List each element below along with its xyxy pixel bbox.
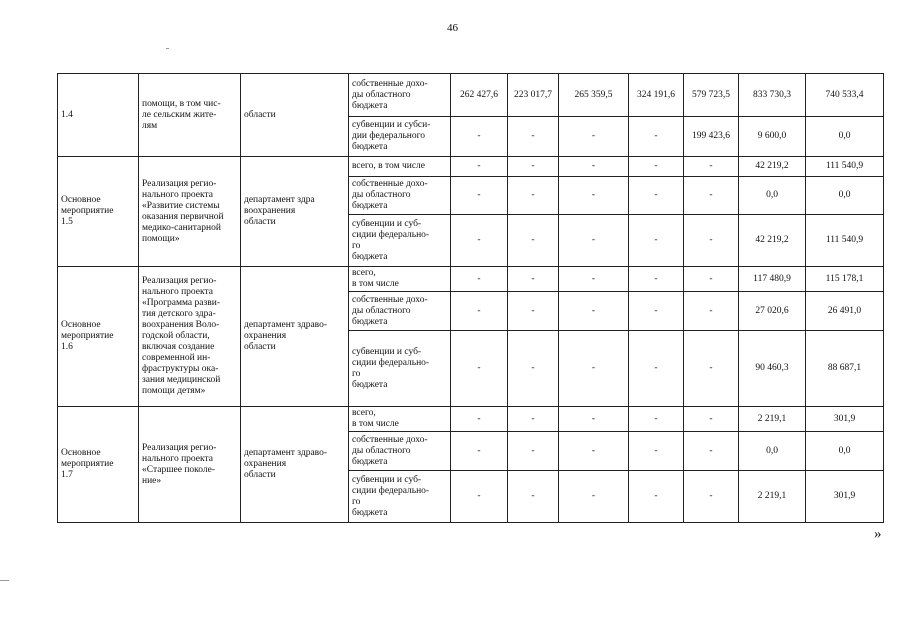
section-label: Основное мероприятие 1.7 (61, 448, 114, 480)
value-cell: - (684, 471, 739, 523)
margin-tick-mark (0, 580, 9, 581)
project-name-cell (139, 267, 241, 407)
value-cell: - (559, 267, 629, 292)
value-cell: 223 017,7 (508, 74, 559, 117)
executor-cell (241, 267, 349, 407)
value-cell: - (559, 157, 629, 177)
value-cell: 2 219,1 (739, 471, 806, 523)
value-cell: - (508, 471, 559, 523)
table-row (58, 157, 884, 177)
funding-source-cell (349, 432, 451, 471)
project-name: Реализация регио- нального проекта «Развитие системы оказания первичной медико-санитарной помощи» (142, 178, 224, 244)
value-cell: - (559, 117, 629, 157)
value-cell: 111 540,9 (806, 215, 884, 267)
value-cell: 324 191,6 (629, 74, 684, 117)
funding-source: собственные дохо- ды областного бюджета (352, 294, 428, 327)
funding-source-cell (349, 117, 451, 157)
project-name-cell (139, 407, 241, 523)
value-cell: - (559, 471, 629, 523)
value-cell: 301,9 (806, 407, 884, 432)
value-cell: - (629, 432, 684, 471)
funding-source-cell (349, 407, 451, 432)
funding-source: субвенции и суб- сидии федерально- го бюджета (352, 474, 430, 518)
value-cell: - (508, 157, 559, 177)
value-cell: - (559, 292, 629, 331)
value-cell: - (451, 117, 508, 157)
value-cell: - (508, 177, 559, 215)
value-cell: - (451, 407, 508, 432)
value-cell: 117 480,9 (739, 267, 806, 292)
value-cell: - (629, 471, 684, 523)
value-cell: - (629, 157, 684, 177)
value-cell: 265 359,5 (559, 74, 629, 117)
section-cell (58, 267, 139, 407)
value-cell: - (508, 331, 559, 407)
project-name-cell (139, 74, 241, 157)
funding-source: субвенции и субси- дии федерального бюджета (352, 120, 431, 152)
value-cell: 262 427,6 (451, 74, 508, 117)
value-cell: 833 730,3 (739, 74, 806, 117)
value-cell: - (629, 215, 684, 267)
funding-source: всего, в том числе (352, 161, 426, 171)
value-cell: - (629, 177, 684, 215)
value-cell: 90 460,3 (739, 331, 806, 407)
funding-source-cell (349, 215, 451, 267)
value-cell: - (508, 432, 559, 471)
value-cell: - (684, 407, 739, 432)
value-cell: - (629, 331, 684, 407)
executor-name: области (244, 109, 276, 120)
value-cell: - (684, 331, 739, 407)
project-name: Реализация регио- нального проекта «Старшее поколе- ние» (142, 442, 217, 486)
funding-source: всего, в том числе (352, 408, 399, 429)
funding-source: субвенции и суб- сидии федерально- го бюджета (352, 218, 430, 262)
value-cell: - (451, 432, 508, 471)
value-cell: - (684, 432, 739, 471)
section-cell (58, 407, 139, 523)
value-cell: - (559, 177, 629, 215)
value-cell: - (629, 292, 684, 331)
funding-source-cell (349, 177, 451, 215)
value-cell: - (508, 117, 559, 157)
value-cell: 88 687,1 (806, 331, 884, 407)
page-number: 46 (447, 22, 458, 34)
value-cell: 0,0 (806, 177, 884, 215)
value-cell: 0,0 (806, 117, 884, 157)
project-name: Реализация регио- нального проекта «Программа разви- тия детского здра- воохранения Воло- годской области, включая создание современной ин- фраструктуры ока- зания медицинской помощи детям» (142, 276, 221, 396)
section-label: 1.4 (61, 109, 73, 120)
value-cell: 42 219,2 (739, 157, 806, 177)
value-cell: - (451, 292, 508, 331)
value-cell: - (451, 215, 508, 267)
section-label: Основное мероприятие 1.6 (61, 320, 114, 352)
value-cell: - (451, 267, 508, 292)
value-cell: - (508, 407, 559, 432)
value-cell: 301,9 (806, 471, 884, 523)
funding-source-cell (349, 267, 451, 292)
executor-cell (241, 407, 349, 523)
value-cell: - (559, 432, 629, 471)
funding-source: субвенции и суб- сидии федерально- го бюджета (352, 346, 430, 390)
executor-name: департамент здраво- охранения области (244, 448, 328, 480)
value-cell: - (684, 177, 739, 215)
project-name-cell (139, 157, 241, 267)
section-cell (58, 74, 139, 157)
value-cell: - (451, 331, 508, 407)
value-cell: 111 540,9 (806, 157, 884, 177)
value-cell: 42 219,2 (739, 215, 806, 267)
value-cell: - (629, 407, 684, 432)
executor-name: департамент здраво- охранения области (244, 320, 328, 352)
value-cell: - (629, 117, 684, 157)
section-cell (58, 157, 139, 267)
funding-source-cell (349, 292, 451, 331)
funding-source-cell (349, 331, 451, 407)
value-cell: - (451, 157, 508, 177)
value-cell: 0,0 (739, 177, 806, 215)
value-cell: 2 219,1 (739, 407, 806, 432)
table-row (58, 407, 884, 432)
funding-source: собственные дохо- ды областного бюджета (352, 78, 428, 111)
value-cell: 199 423,6 (684, 117, 739, 157)
funding-source: всего, в том числе (352, 268, 399, 289)
funding-source: собственные дохо- ды областного бюджета (352, 434, 428, 467)
value-cell: 115 178,1 (806, 267, 884, 292)
value-cell: 740 533,4 (806, 74, 884, 117)
table-row (58, 74, 884, 117)
funding-source-cell (349, 471, 451, 523)
value-cell: - (451, 471, 508, 523)
value-cell: - (451, 177, 508, 215)
value-cell: 9 600,0 (739, 117, 806, 157)
funding-source-cell (349, 74, 451, 117)
budget-table (57, 73, 884, 523)
value-cell: - (684, 215, 739, 267)
value-cell: - (684, 157, 739, 177)
value-cell: - (508, 215, 559, 267)
value-cell: 0,0 (806, 432, 884, 471)
value-cell: - (559, 215, 629, 267)
value-cell: 579 723,5 (684, 74, 739, 117)
executor-cell (241, 157, 349, 267)
project-name: помощи, в том чис- ле сельским жите- лям (142, 98, 221, 131)
value-cell: - (684, 292, 739, 331)
closing-quote-mark: » (874, 526, 882, 542)
value-cell: - (508, 292, 559, 331)
value-cell: 27 020,6 (739, 292, 806, 331)
value-cell: - (559, 331, 629, 407)
value-cell: 26 491,0 (806, 292, 884, 331)
executor-cell (241, 74, 349, 157)
value-cell: - (684, 267, 739, 292)
value-cell: 0,0 (739, 432, 806, 471)
value-cell: - (629, 267, 684, 292)
value-cell: - (508, 267, 559, 292)
margin-tick-mark (166, 48, 169, 49)
funding-source-cell (349, 157, 451, 177)
value-cell: - (559, 407, 629, 432)
section-label: Основное мероприятие 1.5 (61, 195, 114, 227)
funding-source: собственные дохо- ды областного бюджета (352, 179, 428, 211)
table-row (58, 267, 884, 292)
executor-name: департамент здра воохранения области (244, 195, 315, 227)
